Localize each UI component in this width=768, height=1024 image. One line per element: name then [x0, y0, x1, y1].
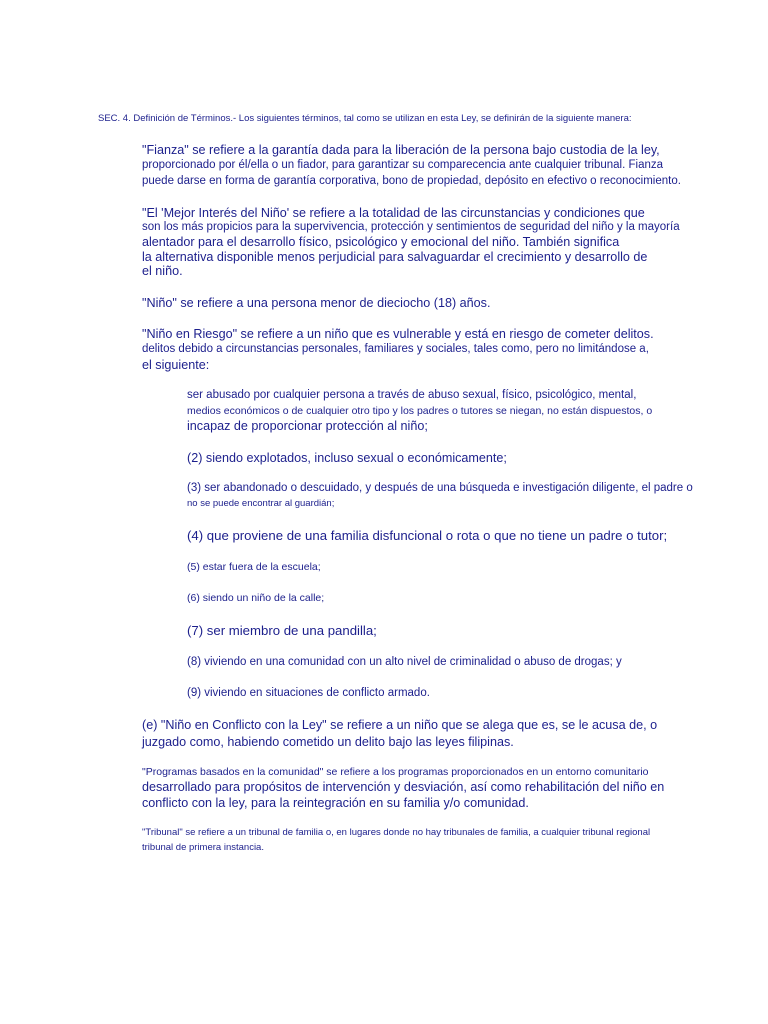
item-3-line-1: (3) ser abandonado o descuidado, y después de una búsqueda e investigación diligente, el padre o [187, 482, 693, 494]
section-header: SEC. 4. Definición de Términos.- Los siguientes términos, tal como se utilizan en esta Ley, se definirán de la siguiente manera: [98, 113, 632, 124]
nino-definition: "Niño" se refiere a una persona menor de dieciocho (18) años. [142, 296, 491, 310]
mejor-interes-line-3: alentador para el desarrollo físico, psicológico y emocional del niño. También significa [142, 235, 620, 249]
item-8: (8) viviendo en una comunidad con un alto nivel de criminalidad o abuso de drogas; y [187, 656, 622, 668]
tribunal-line-2: tribunal de primera instancia. [142, 842, 264, 853]
conflicto-line-2: juzgado como, habiendo cometido un delito bajo las leyes filipinas. [142, 735, 514, 749]
conflicto-line-1: (e) "Niño en Conflicto con la Ley" se refiere a un niño que se alega que es, se le acusa de, o [142, 718, 658, 732]
mejor-interes-line-4: la alternativa disponible menos perjudicial para salvaguardar el crecimiento y desarrollo de [142, 250, 648, 264]
mejor-interes-line-5: el niño. [142, 264, 183, 278]
item-2: (2) siendo explotados, incluso sexual o económicamente; [187, 451, 507, 465]
mejor-interes-line-2: son los más propicios para la supervivencia, protección y sentimientos de seguridad del niño y la mayoría [142, 221, 680, 233]
fianza-line-1: "Fianza" se refiere a la garantía dada para la liberación de la persona bajo custodia de la ley, [142, 143, 660, 157]
item-1-line-1: ser abusado por cualquier persona a través de abuso sexual, físico, psicológico, mental, [187, 389, 637, 401]
item-6: (6) siendo un niño de la calle; [187, 592, 325, 604]
item-5: (5) estar fuera de la escuela; [187, 561, 321, 573]
programas-line-3: conflicto con la ley, para la reintegración en su familia y/o comunidad. [142, 796, 529, 810]
item-1-line-3: incapaz de proporcionar protección al niño; [187, 419, 428, 433]
item-1-line-2: medios económicos o de cualquier otro tipo y los padres o tutores se niegan, no están dispuestos, o [187, 405, 653, 417]
fianza-line-3: puede darse en forma de garantía corporativa, bono de propiedad, depósito en efectivo o reconocimiento. [142, 175, 681, 187]
item-4: (4) que proviene de una familia disfuncional o rota o que no tiene un padre o tutor; [187, 528, 668, 543]
nino-riesgo-line-1: "Niño en Riesgo" se refiere a un niño que es vulnerable y está en riesgo de cometer delitos. [142, 327, 654, 341]
programas-line-1: "Programas basados en la comunidad" se refiere a los programas proporcionados en un entorno comunitario [142, 766, 649, 778]
tribunal-line-1: "Tribunal" se refiere a un tribunal de familia o, en lugares donde no hay tribunales de familia, a cualquier tribunal regional [142, 827, 651, 838]
item-7: (7) ser miembro de una pandilla; [187, 623, 377, 638]
item-9: (9) viviendo en situaciones de conflicto armado. [187, 687, 430, 699]
mejor-interes-line-1: "El 'Mejor Interés del Niño' se refiere a la totalidad de las circunstancias y condiciones que [142, 206, 645, 220]
fianza-line-2: proporcionado por él/ella o un fiador, para garantizar su comparecencia ante cualquier tribunal. Fianza [142, 159, 664, 171]
item-3-line-2: no se puede encontrar al guardián; [187, 498, 335, 509]
nino-riesgo-line-3: el siguiente: [142, 358, 210, 372]
nino-riesgo-line-2: delitos debido a circunstancias personales, familiares y sociales, tales como, pero no limitándose a, [142, 343, 649, 355]
programas-line-2: desarrollado para propósitos de intervención y desviación, así como rehabilitación del niño en [142, 780, 665, 794]
